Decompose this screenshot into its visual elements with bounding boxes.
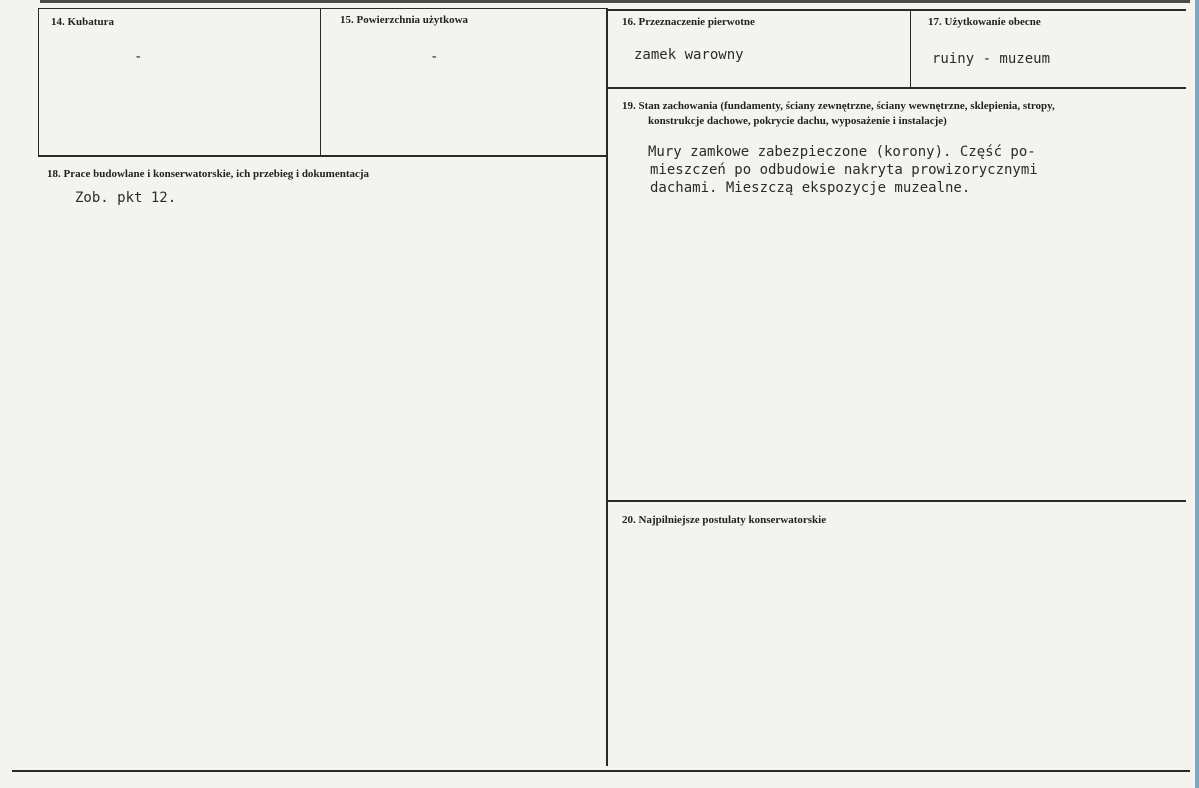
field-18-value: Zob. pkt 12. [75,190,177,206]
scan-edge [1195,0,1199,788]
field-19-value-line3: dachami. Mieszczą ekspozycje muzealne. [650,180,971,196]
rule-page-bottom [12,770,1190,772]
rule-center [606,9,608,766]
field-20-label: 20. Najpilniejsze postulaty konserwatorskie [622,514,827,526]
field-15-value: - [430,49,439,65]
rule-top-left [38,8,608,9]
rule-19-bottom [608,500,1186,502]
rule-top-right [608,9,1186,11]
field-19-value-line1: Mury zamkowe zabezpieczone (korony). Część po- [648,144,1036,160]
field-15-label: 15. Powierzchnia użytkowa [340,14,469,26]
rule-14-15-divider [320,8,321,156]
field-17-value: ruiny - muzeum [932,51,1051,67]
rule-14-15-bottom [38,155,608,157]
field-14-label: 14. Kubatura [51,16,114,28]
rule-left [38,8,39,157]
field-19-label-line1: 19. Stan zachowania (fundamenty, ściany zewnętrzne, ściany wewnętrzne, sklepienia, stropy, [622,100,1055,112]
field-14-value: - [134,49,143,65]
rule-16-17-bottom [608,87,1186,89]
field-18-label: 18. Prace budowlane i konserwatorskie, ich przebieg i dokumentacja [47,168,370,180]
field-19-value-line2: mieszczeń po odbudowie nakryta prowizorycznymi [650,162,1038,178]
top-border [40,0,1190,3]
field-16-label: 16. Przeznaczenie pierwotne [622,16,755,28]
field-16-value: zamek warowny [634,47,744,63]
rule-16-17-divider [910,10,911,87]
field-17-label: 17. Użytkowanie obecne [928,16,1041,28]
field-19-label-line2: konstrukcje dachowe, pokrycie dachu, wyposażenie i instalacje) [648,115,947,127]
